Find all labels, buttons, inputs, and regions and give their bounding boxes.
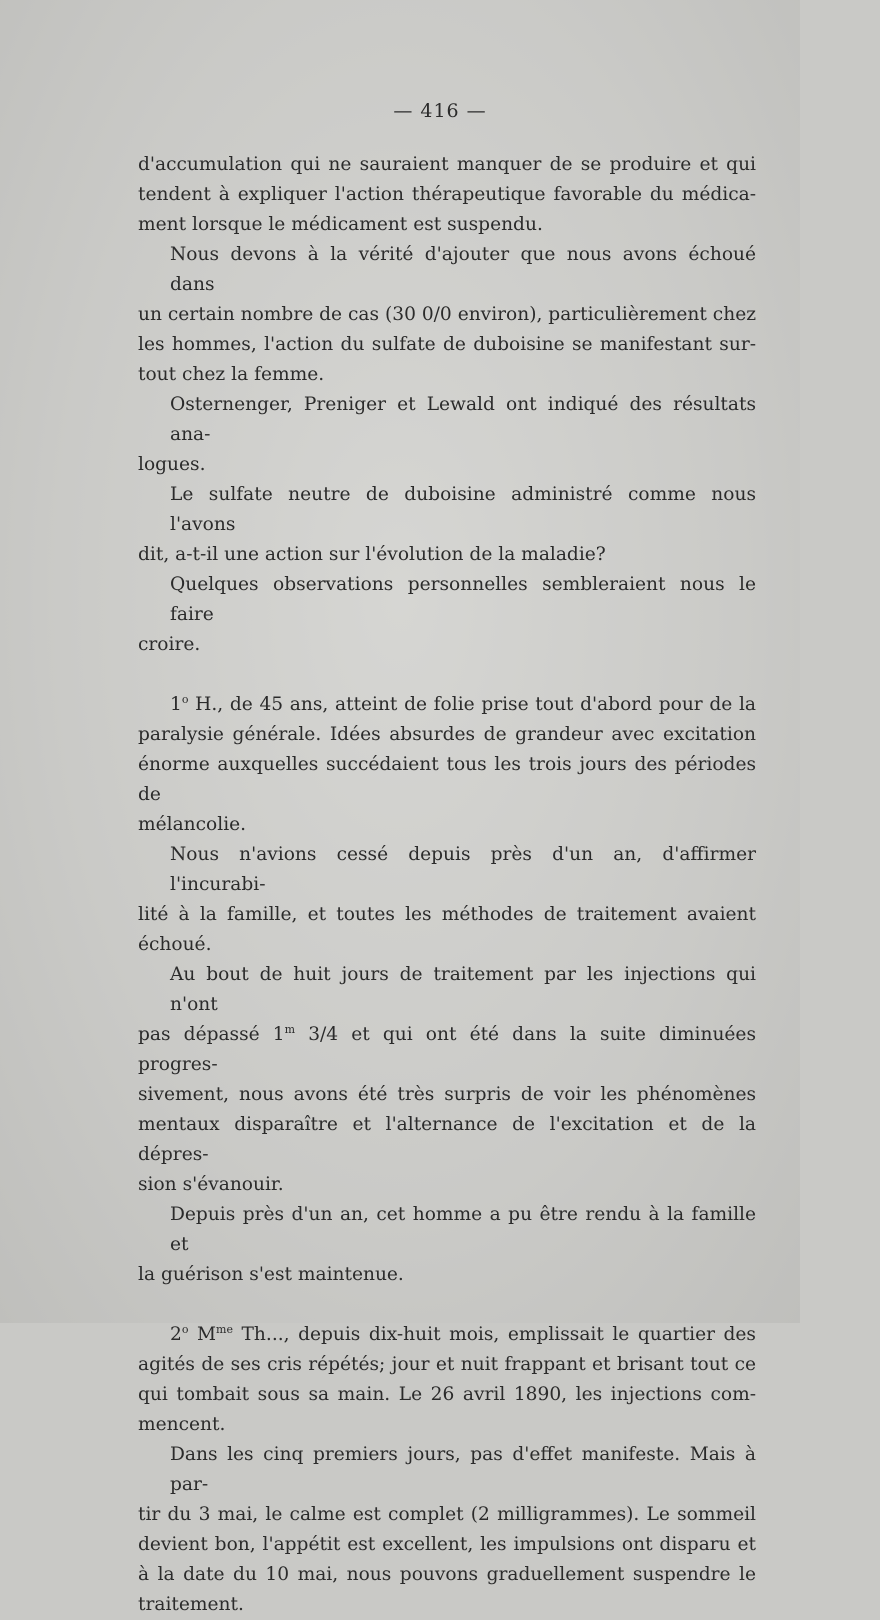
text-line: tout chez la femme. [138,364,325,385]
case-number: 1 [170,694,182,715]
text-line: énorme auxquelles succédaient tous les trois jours des périodes de [138,754,756,805]
text-run: Th..., depuis dix-huit mois, emplissait le quartier des [241,1324,756,1345]
case-paragraph [138,690,756,840]
paragraph [138,480,756,570]
text-run: pas dépassé 1 [138,1024,285,1045]
text-line: Nous devons à la vérité d'ajouter que nous avons échoué dans [170,244,756,295]
text-line: lité à la famille, et toutes les méthodes de traitement avaient [138,904,756,925]
text-line: paralysie générale. Idées absurdes de grandeur avec excitation [138,724,756,745]
text-line: Au bout de huit jours de traitement par les injections qui n'ont [170,964,756,1015]
text-line: d'accumulation qui ne sauraient manquer de se produire et qui [138,154,756,175]
title-abbrev: M [197,1324,217,1345]
paragraph [138,1440,756,1620]
text-line: mencent. [138,1414,226,1435]
spacer [138,660,756,690]
paragraph [138,570,756,660]
text-line: sivement, nous avons été très surpris de voir les phénomènes [138,1084,756,1105]
text-line: la guérison s'est maintenue. [138,1264,404,1285]
text-line: tendent à expliquer l'action thérapeutique favorable du médica- [138,184,756,205]
text-run: 3/4 et qui ont été dans la suite diminuées progres- [138,1024,756,1075]
text-line: échoué. [138,934,212,955]
text-line: mélancolie. [138,814,247,835]
text-line: Depuis près d'un an, cet homme a pu être rendu à la famille et [170,1204,756,1255]
text-line: mentaux disparaître et l'alternance de l'excitation et de la dépres- [138,1114,756,1165]
page-number: — 416 — [393,100,487,122]
body-text [138,150,756,1620]
text-line: à la date du 10 mai, nous pouvons graduellement suspendre le [138,1564,756,1585]
text-line: Dans les cinq premiers jours, pas d'effet manifeste. Mais à par- [170,1444,756,1495]
paragraph [138,840,756,960]
paragraph [138,1200,756,1290]
paragraph [138,960,756,1200]
spacer [138,1290,756,1320]
ordinal-sup: o [181,693,189,706]
title-sup: me [216,1323,233,1336]
text-line: logues. [138,454,206,475]
text-line: dit, a-t-il une action sur l'évolution de la maladie? [138,544,606,565]
text-line [138,1020,756,1080]
text-line: Quelques observations personnelles sembleraient nous le faire [170,574,756,625]
text-line: Nous n'avions cessé depuis près d'un an, d'affirmer l'incurabi- [170,844,756,895]
text-line: ment lorsque le médicament est suspendu. [138,214,543,235]
text-line [138,690,756,720]
text-line: qui tombait sous sa main. Le 26 avril 1890, les injections com- [138,1384,756,1405]
text-line: un certain nombre de cas (30 0/0 environ), particulièrement chez [138,304,756,325]
paragraph [138,390,756,480]
text-line: devient bon, l'appétit est excellent, les impulsions ont disparu et [138,1534,756,1555]
text-line [138,1320,756,1350]
text-line: tir du 3 mai, le calme est complet (2 milligrammes). Le sommeil [138,1504,756,1525]
text-line: les hommes, l'action du sulfate de duboisine se manifestant sur- [138,334,756,355]
text-line: croire. [138,634,201,655]
case-number: 2 [170,1324,182,1345]
paragraph [138,240,756,390]
text-line: sion s'évanouir. [138,1174,284,1195]
ordinal-sup: o [181,1323,189,1336]
text-line: traitement. [138,1594,244,1615]
case-paragraph [138,1320,756,1440]
text-line: Osternenger, Preniger et Lewald ont indiqué des résultats ana- [170,394,756,445]
text-run: H., de 45 ans, atteint de folie prise tout d'abord pour de la [195,694,756,715]
unit-sup: m [284,1023,296,1036]
text-line: Le sulfate neutre de duboisine administré comme nous l'avons [170,484,756,535]
text-line: agités de ses cris répétés; jour et nuit frappant et brisant tout ce [138,1354,756,1375]
paragraph [138,150,756,240]
